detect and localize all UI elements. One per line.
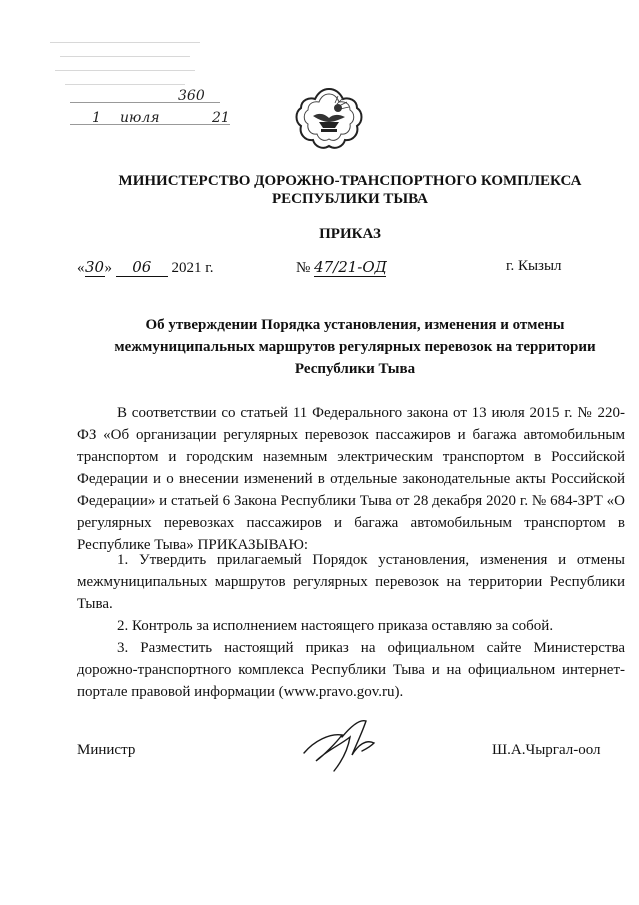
handwritten-signature-icon	[296, 715, 396, 775]
stamp-date-day: 1	[92, 110, 101, 126]
stamp-date-year: 21	[212, 110, 230, 126]
order-number	[296, 258, 386, 277]
ministry-name	[70, 172, 630, 208]
subject-line-1: Об утверждении Порядка установления, изменения и отмены	[145, 317, 565, 333]
coat-of-arms-icon	[293, 86, 365, 152]
order-date	[77, 258, 213, 277]
registration-stamp	[40, 30, 240, 140]
signatory-name: Ш.А.Чыргал-оол	[492, 742, 601, 758]
stamp-date-month: июля	[120, 110, 160, 126]
ministry-line-1: МИНИСТЕРСТВО ДОРОЖНО-ТРАНСПОРТНОГО КОМПЛЕКСА	[118, 173, 582, 189]
date-open-quote: «	[77, 260, 85, 276]
ministry-line-2: РЕСПУБЛИКИ ТЫВА	[272, 191, 428, 207]
stamp-reg-number: 360	[178, 88, 205, 104]
date-close-quote: »	[104, 260, 112, 276]
stamp-line	[60, 56, 190, 57]
order-item-3: 3. Разместить настоящий приказ на официальном сайте Министерства дорожно-транспортного комплекса Республики Тыва и на официальном интернет-портале правовой информации (www.pravo.gov.ru).	[77, 640, 625, 700]
doc-type-title: ПРИКАЗ	[319, 226, 381, 242]
subject-line-2: межмуниципальных маршрутов регулярных перевозок на территории	[114, 339, 596, 355]
order-city: г. Кызыл	[506, 258, 562, 274]
subject-line-3: Республики Тыва	[294, 361, 416, 377]
preamble-paragraph: В соответствии со статьей 11 Федерального закона от 13 июля 2015 г. № 220-ФЗ «Об организации регулярных перевозок пассажиров и багажа автомобильным транспортом и городским наземным электрическим транспортом в Российской Федерации и о внесении изменений в отдельные законодательные акты Российской Федерации» и статьей 6 Закона Республики Тыва от 28 декабря 2020 г. № 684-ЗРТ «О регулярных перевозках пассажиров и багажа автомобильным транспортом в Республике Тыва» ПРИКАЗЫВАЮ:	[77, 405, 625, 553]
date-year: 2021 г.	[171, 260, 214, 276]
stamp-line	[65, 84, 185, 85]
order-subject	[75, 314, 635, 380]
number-value: 47/21-ОД	[314, 258, 387, 276]
stamp-line	[55, 70, 195, 71]
stamp-line	[50, 42, 200, 43]
date-month: 06	[116, 258, 168, 277]
number-prefix: №	[296, 260, 311, 276]
date-day: 30	[84, 258, 105, 276]
signatory-role: Министр	[77, 742, 136, 758]
order-item-1: 1. Утвердить прилагаемый Порядок установления, изменения и отмены межмуниципальных маршрутов регулярных перевозок на территории Республики Тыва.	[77, 552, 625, 612]
order-item-2: 2. Контроль за исполнением настоящего приказа оставляю за собой.	[117, 618, 554, 634]
